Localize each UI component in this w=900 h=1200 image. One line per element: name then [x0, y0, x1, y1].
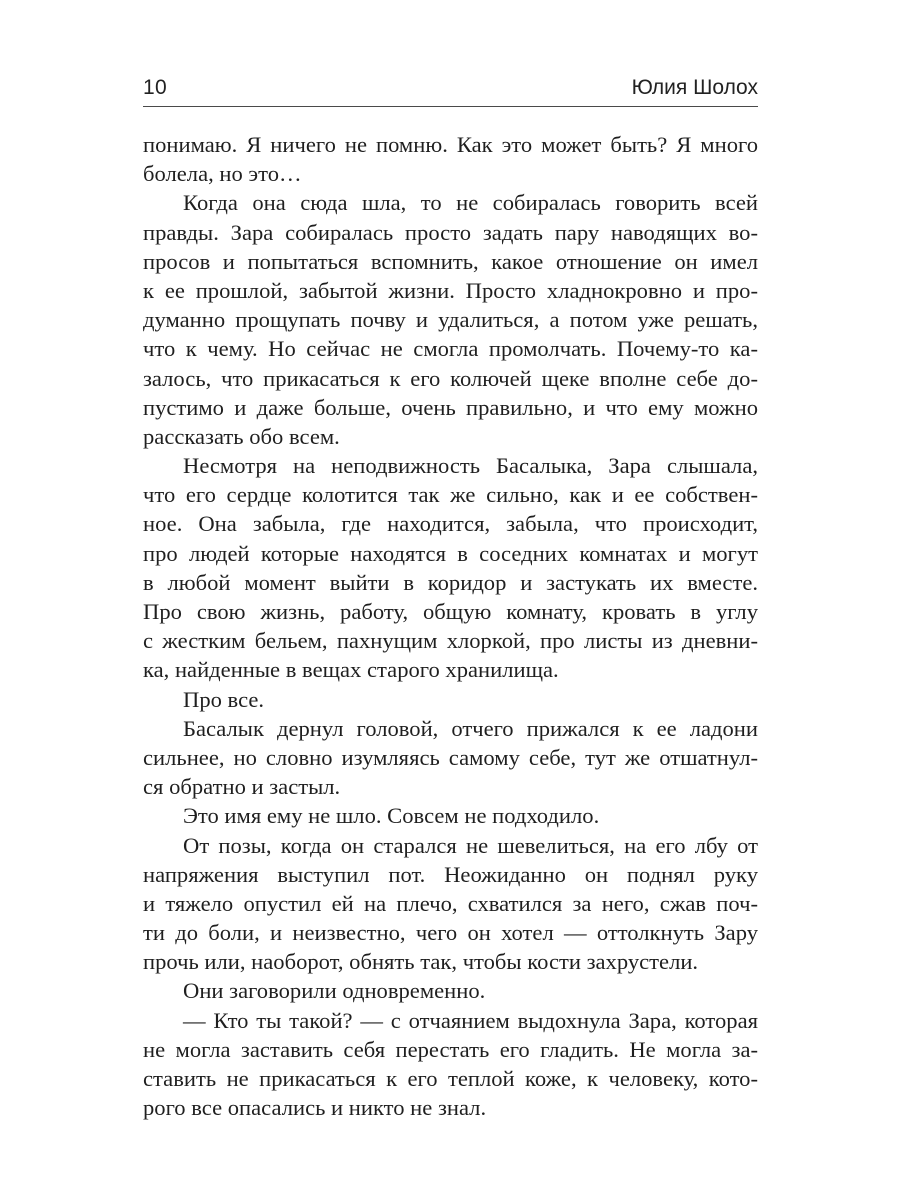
running-head-author: Юлия Шолох: [631, 76, 758, 99]
body-text: [143, 130, 758, 1122]
running-head: [143, 70, 758, 107]
text-line: и тяжело опустил ей на плечо, схватился за него, сжав поч-: [143, 890, 758, 916]
text-line: Это имя ему не шло. Совсем не подходило.: [183, 803, 600, 829]
text-line: рассказать обо всем.: [143, 423, 340, 449]
text-line: думанно прощупать почву и удалиться, а потом уже решать,: [143, 307, 758, 333]
text-line: ся обратно и застыл.: [143, 774, 341, 800]
text-line: Они заговорили одновременно.: [183, 978, 486, 1004]
text-line: ставить не прикасаться к его теплой коже, к человеку, кото-: [143, 1066, 758, 1091]
text-line: в любой момент выйти в коридор и застукать их вместе.: [143, 569, 758, 595]
text-line: прочь или, наоборот, обнять так, чтобы кости захрустели.: [143, 949, 699, 975]
text-line: что к чему. Но сейчас не смогла промолчать. Почему-то ка-: [143, 336, 758, 362]
text-line: пустимо и даже больше, очень правильно, и что ему можно: [143, 394, 758, 420]
text-line: не могла заставить себя перестать его гладить. Не могла за-: [143, 1036, 758, 1062]
page-number: 10: [143, 76, 167, 99]
text-line: рого все опасались и никто не знал.: [143, 1095, 487, 1121]
text-line: просов и попытаться вспомнить, какое отношение он имел: [143, 248, 758, 274]
text-line: ти до боли, и неизвестно, чего он хотел — оттолкнуть Зару: [143, 920, 758, 946]
text-line: правды. Зара собиралась просто задать пару наводящих во-: [143, 219, 758, 245]
text-line: ка, найденные в вещах старого хранилища.: [143, 657, 559, 683]
text-line: От позы, когда он старался не шевелиться, на его лбу от: [183, 832, 758, 858]
text-line: Когда она сюда шла, то не собиралась говорить всей: [183, 190, 758, 216]
text-line: что его сердце колотится так же сильно, как и ее собствен-: [143, 482, 758, 508]
text-line: про людей которые находятся в соседних комнатах и могут: [143, 540, 758, 566]
text-line: Про свою жизнь, работу, общую комнату, кровать в углу: [143, 599, 758, 624]
text-line: понимаю. Я ничего не помню. Как это может быть? Я много: [143, 132, 758, 157]
text-line: ное. Она забыла, где находится, забыла, что происходит,: [143, 511, 758, 537]
text-line: к ее прошлой, забытой жизни. Просто хладнокровно и про-: [143, 277, 758, 303]
text-line: болела, но это…: [143, 161, 302, 187]
text-line: залось, что прикасаться к его колючей щеке вполне себе до-: [143, 365, 758, 391]
text-line: Басалык дернул головой, отчего прижался к ее ладони: [183, 715, 758, 741]
text-line: Несмотря на неподвижность Басалыка, Зара слышала,: [183, 453, 758, 479]
text-line: напряжения выступил пот. Неожиданно он поднял руку: [143, 861, 758, 887]
text-line: сильнее, но словно изумляясь самому себе, тут же отшатнул-: [143, 744, 758, 770]
text-line: — Кто ты такой? — с отчаянием выдохнула Зара, которая: [183, 1007, 758, 1033]
text-line: Про все.: [183, 686, 265, 712]
text-line: с жестким бельем, пахнущим хлоркой, про листы из дневни-: [143, 628, 758, 654]
